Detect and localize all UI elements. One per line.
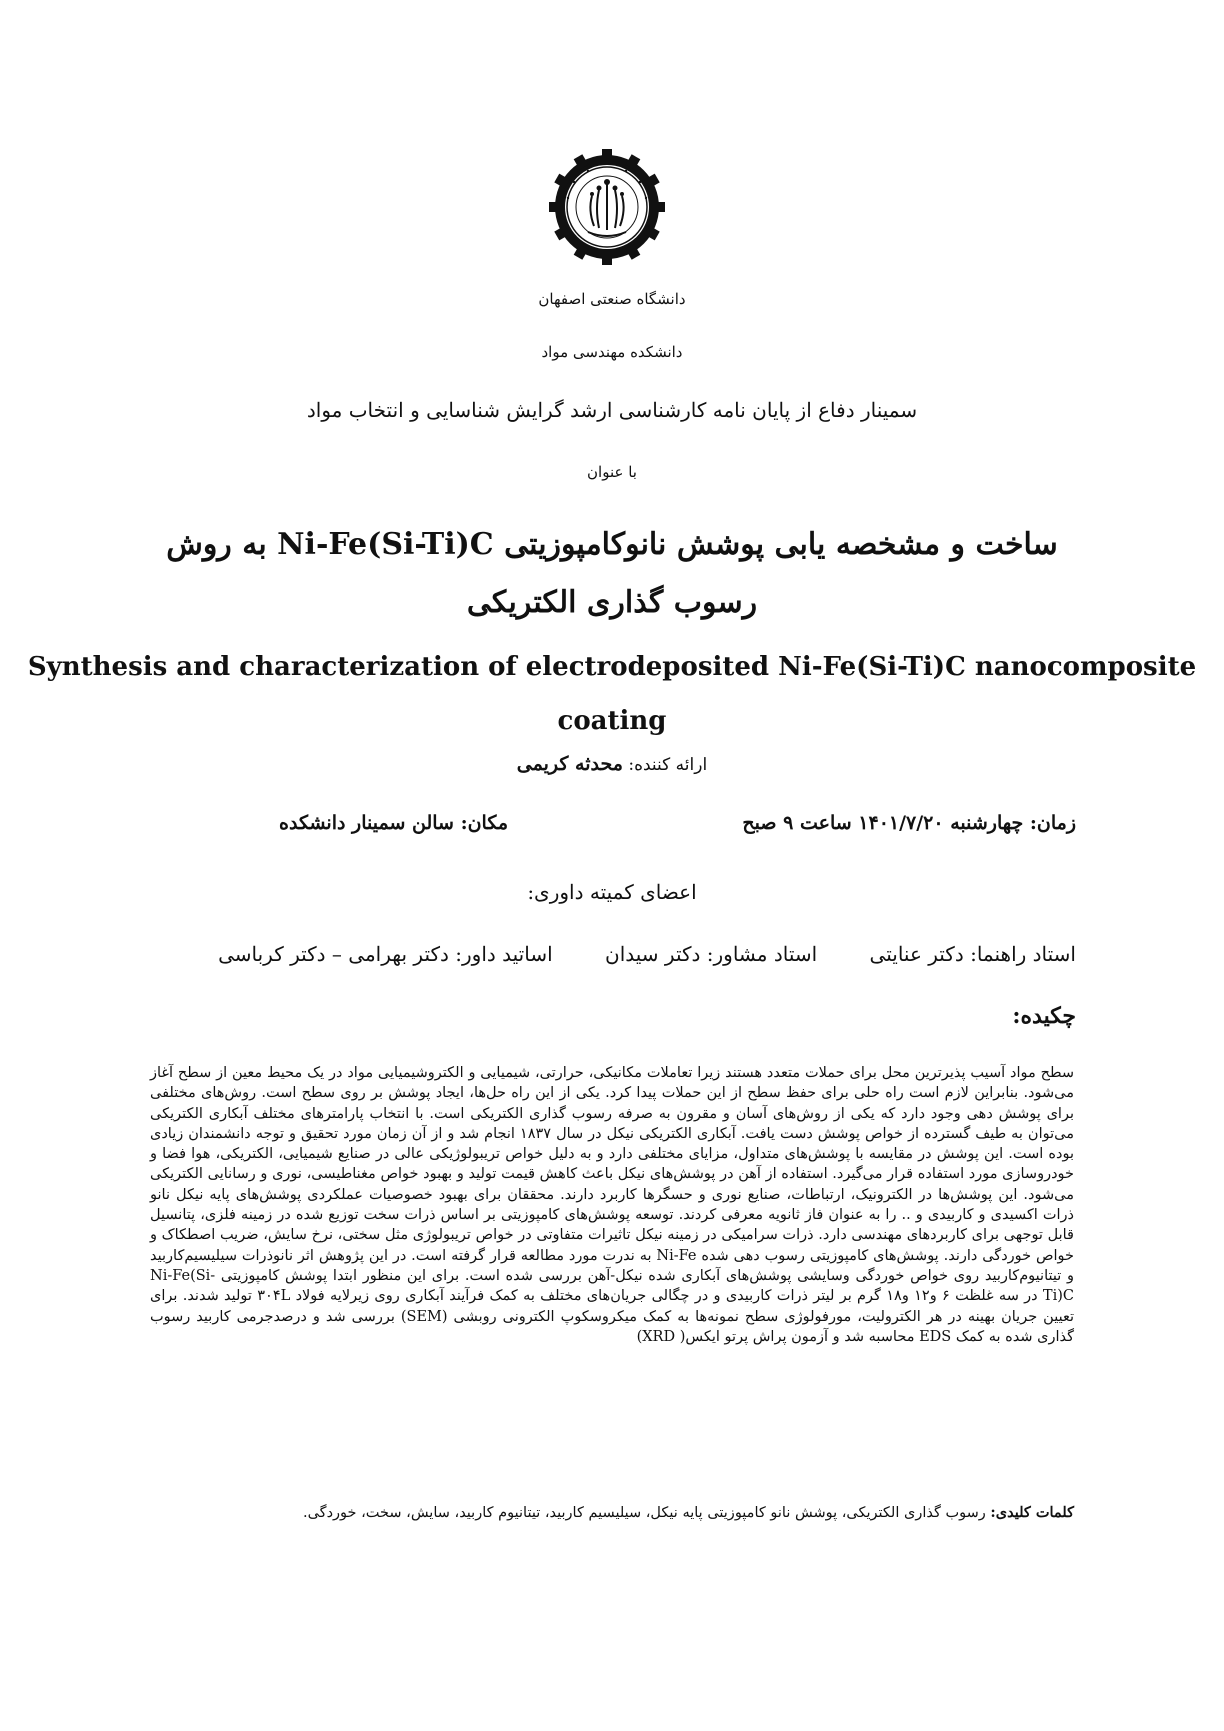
committee-members [172,942,1076,966]
seminar-title: سمینار دفاع از پایان نامه کارشناسی ارشد گرایش شناسایی و انتخاب مواد [306,398,918,422]
presenter [0,753,1224,775]
presenter-label: ارائه کننده: [628,755,708,775]
keywords-label: کلمات کلیدی: [990,1504,1074,1521]
thesis-title-en: Synthesis and characterization of electrodeposited Ni-Fe(Si-Ti)C nanocomposite coating [27,652,1197,736]
abstract-heading: چکیده: [1012,1003,1076,1029]
seminar-place: مکان: سالن سمینار دانشکده [279,812,508,834]
presenter-name: محدثه کریمی [516,753,623,775]
university-name: دانشگاه صنعتی اصفهان [538,290,686,308]
supervisor: استاد راهنما: دکتر عنایتی [869,942,1076,966]
seminar-time: زمان: چهارشنبه ۱۴۰۱/۷/۲۰ ساعت ۹ صبح [742,812,1076,834]
committee-heading: اعضای کمیته داوری: [527,880,697,904]
referees: اساتید داور: دکتر بهرامی – دکتر کرباسی [218,942,553,966]
advisor: استاد مشاور: دکتر سیدان [605,942,818,966]
university-logo [548,148,666,266]
faculty-name: دانشکده مهندسی مواد [541,343,683,361]
thesis-title-fa: ساخت و مشخصه یابی پوشش نانوکامپوزیتی Ni-Fe(Si-Ti)C به روش رسوب گذاری الکتریکی [166,527,1058,620]
with-title-label: با عنوان [587,463,637,481]
abstract-text: سطح مواد آسیب پذیرترین محل برای حملات متعدد هستند زیرا تعاملات مکانیکی، حرارتی، شیمیایی و الکتروشیمیایی مواد در یک محیط معین از سطح آغاز می‌شود. بنابراین لازم است راه حلی برای حفظ سطح از این حملات پیدا کرد. یکی از این راه حل‌ها، ایجاد پوشش بر روی سطح است. روش‌های مختلفی برای پوشش دهی وجود دارد که یکی از روش‌های آسان و مقرون به صرفه رسوب گذاری الکتریکی است. با انتخاب پارامترهای مختلف آبکاری الکتریکی می‌توان به طیف گسترده از خواص پوشش دست یافت. آبکاری الکتریکی نیکل در سال ۱۸۳۷ انجام شد و از آن زمان مورد تحقیق و توجه دانشمندان زیادی بوده است. این پوشش در مقایسه با پوشش‌های متداول، مزایای مختلفی دارد و به دلیل خواص تریبولوژیکی عالی در صنایع شیمیایی، الکتریکی، هوا فضا و خودروسازی مورد استفاده قرار می‌گیرد. استفاده از آهن در پوشش‌های نیکل باعث کاهش قیمت تولید و بهبود خواص مغناطیسی، نوری و رسانایی الکتریکی می‌شود. این پوشش‌ها در الکترونیک، ارتباطات، صنایع نوری و حسگرها کاربرد دارند. محققان برای بهبود خصوصیات عملکردی پوشش‌های پایه نیکل نانو ذرات اکسیدی و کاربیدی و .. را به عنوان فاز ثانویه معرفی کردند. توسعه پوشش‌های کامپوزیتی بر اساس ذرات سخت توزیع شده در زمینه فلزی، پتانسیل قابل توجهی برای کاربردهای مهندسی دارد. ذرات سرامیکی در زمینه نیکل تاثیرات متفاوتی در خواص تریبولوژی مثل سختی، نرخ سایش، ضریب اصطکاک و خواص خوردگی دارند. پوشش‌های کامپوزیتی رسوب دهی شده Ni-Fe به ندرت مورد مطالعه قرار گرفته است. در این پژوهش اثر نانوذرات سیلیسیم‌کاربید و تیتانیوم‌کاربید روی خواص خوردگی وسایشی پوشش‌های آبکاری شده نیکل-آهن بررسی شده است. برای این منظور ابتدا پوشش کامپوزیتی Ni-Fe(Si-Ti)C در سه غلظت ۶ و۱۲ و۱۸ گرم بر لیتر ذرات کاربیدی و در چگالی جریان‌های مختلف به کمک فرآیند آبکاری روی زیرلایه فولاد ۳۰۴L تولید شدند. برای تعیین جریان بهینه در هر الکترولیت، مورفولوژی سطح نمونه‌ها به کمک میکروسکوپ الکترونی روبشی (SEM) بررسی شد و درصدجرمی کاربید رسوب گذاری شده به کمک EDS محاسبه شد و آزمون پراش پرتو ایکس( XRD) [150,1065,1075,1345]
keywords-text: رسوب گذاری الکتریکی، پوشش نانو کامپوزیتی پایه نیکل، سیلیسیم کاربید، تیتانیوم کاربید، سایش، سخت، خوردگی. [302,1505,986,1521]
keywords [150,1503,1074,1523]
